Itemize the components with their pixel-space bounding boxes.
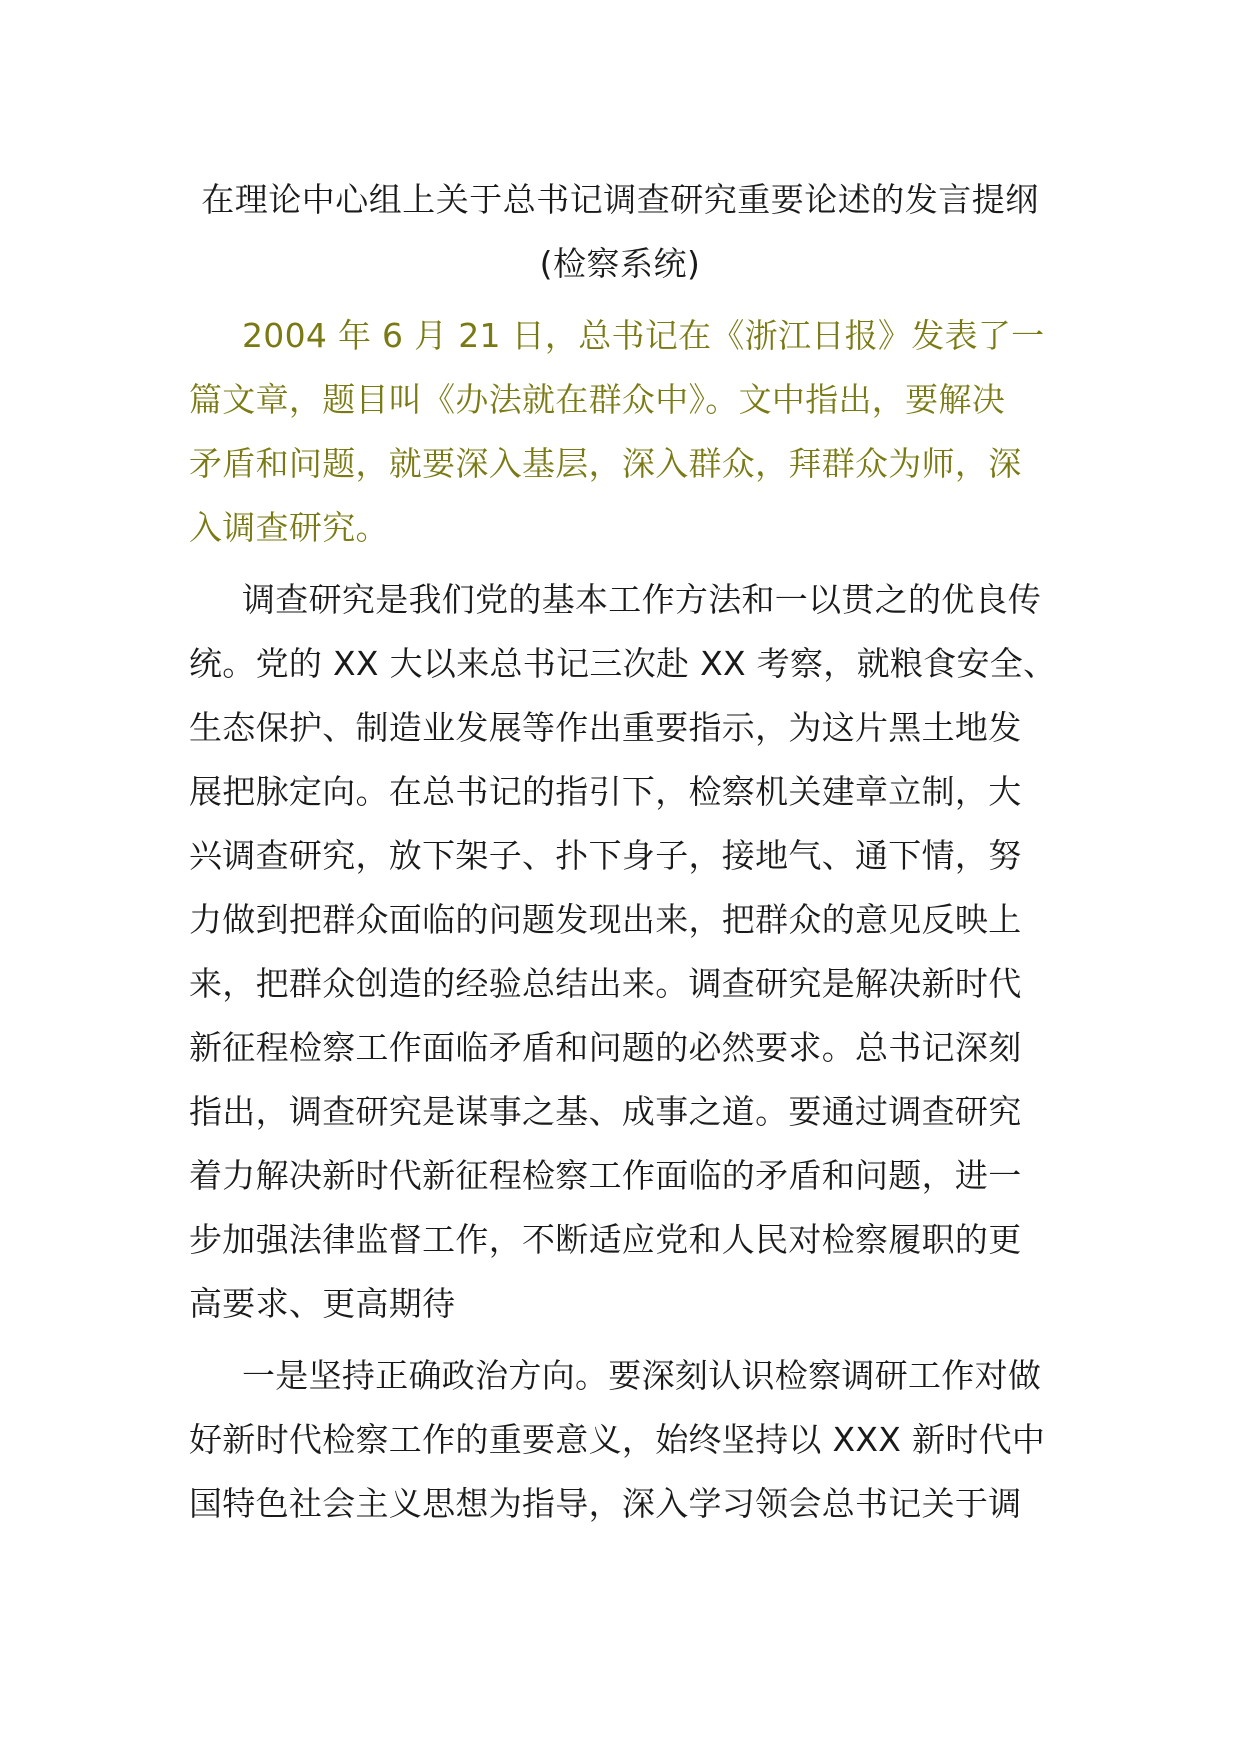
point-paragraph-line: 好新时代检察工作的重要意义，始终坚持以 XXX 新时代中 — [189, 1420, 1046, 1459]
intro-paragraph-line: 矛盾和问题，就要深入基层，深入群众，拜群众为师，深 — [189, 444, 1022, 483]
body-paragraph-line: 步加强法律监督工作，不断适应党和人民对检察履职的更 — [189, 1220, 1022, 1259]
intro-paragraph-line: 入调查研究。 — [189, 508, 389, 547]
body-paragraph-line: 展把脉定向。在总书记的指引下，检察机关建章立制，大 — [189, 772, 1022, 811]
body-paragraph-line: 统。党的 XX 大以来总书记三次赴 XX 考察，就粮食安全、 — [189, 644, 1057, 683]
document-subtitle: (检察系统) — [539, 244, 701, 283]
point-paragraph-line: 国特色社会主义思想为指导，深入学习领会总书记关于调 — [189, 1484, 1022, 1523]
body-paragraph-line: 着力解决新时代新征程检察工作面临的矛盾和问题，进一 — [189, 1156, 1022, 1195]
point-paragraph-line: 一是坚持正确政治方向。要深刻认识检察调研工作对做 — [242, 1356, 1042, 1395]
body-paragraph-line: 生态保护、制造业发展等作出重要指示，为这片黑土地发 — [189, 708, 1022, 747]
body-paragraph-line: 来，把群众创造的经验总结出来。调查研究是解决新时代 — [189, 964, 1022, 1003]
body-paragraph-line: 指出，调查研究是谋事之基、成事之道。要通过调查研究 — [189, 1092, 1022, 1131]
intro-paragraph-line: 篇文章，题目叫《办法就在群众中》。文中指出，要解决 — [189, 380, 1005, 419]
body-paragraph-line: 高要求、更高期待 — [189, 1284, 456, 1323]
body-paragraph-line: 新征程检察工作面临矛盾和问题的必然要求。总书记深刻 — [189, 1028, 1022, 1067]
document-title: 在理论中心组上关于总书记调查研究重要论述的发言提纲 — [201, 180, 1039, 219]
intro-paragraph-line: 2004 年 6 月 21 日，总书记在《浙江日报》发表了一 — [242, 316, 1045, 355]
body-paragraph-line: 兴调查研究，放下架子、扑下身子，接地气、通下情，努 — [189, 836, 1022, 875]
body-paragraph-line: 调查研究是我们党的基本工作方法和一以贯之的优良传 — [242, 580, 1042, 619]
body-paragraph-line: 力做到把群众面临的问题发现出来，把群众的意见反映上 — [189, 900, 1022, 939]
